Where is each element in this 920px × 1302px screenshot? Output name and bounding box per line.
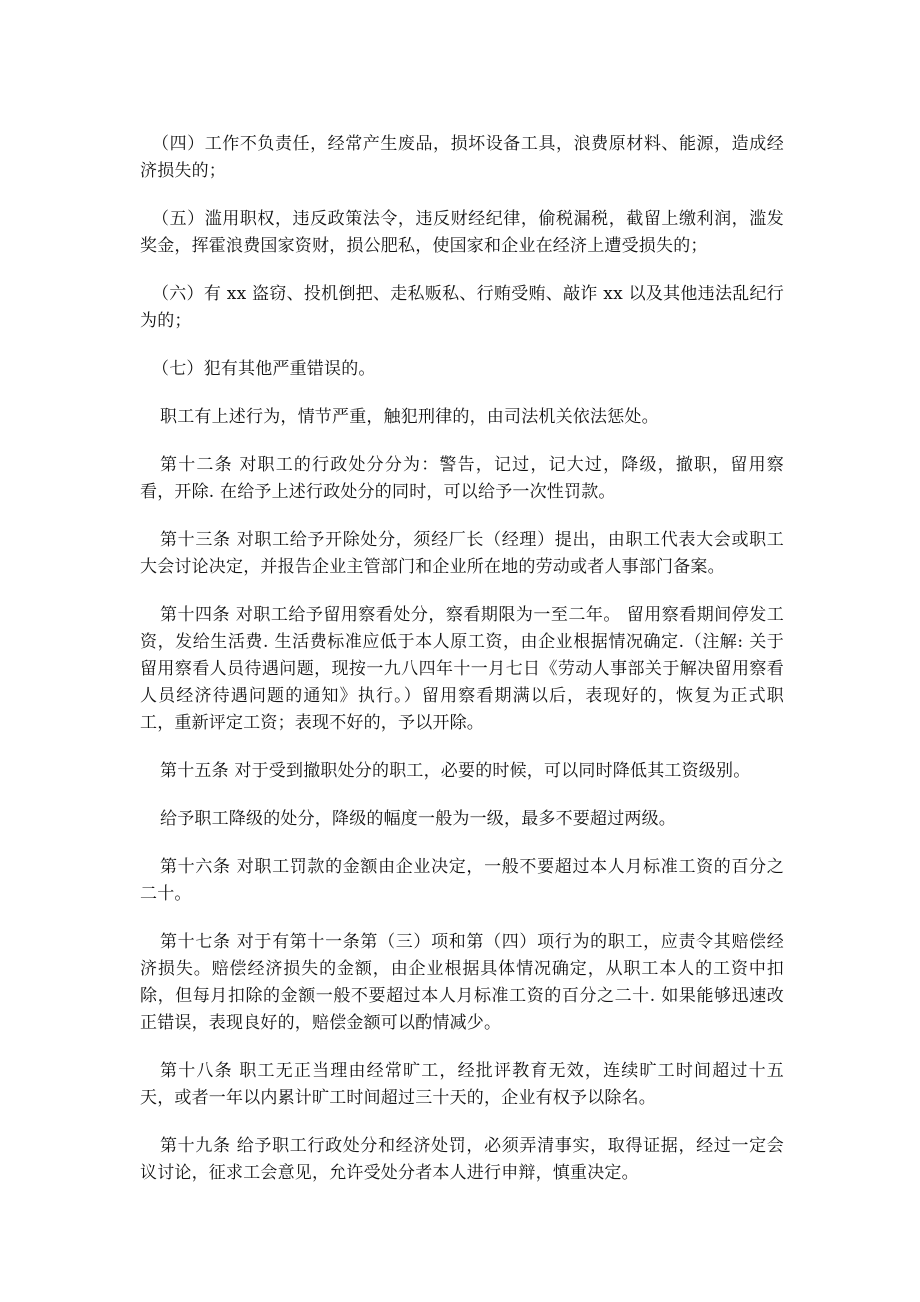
paragraph-article-15: 第十五条 对于受到撤职处分的职工，必要的时候，可以同时降低其工资级别。 [160,761,751,781]
paragraph-clause-5: （五）滥用职权，违反政策法令，违反财经纪律，偷税漏税，截留上缴利润，滥发奖金，挥霍浪费国家资财，损公肥私，使国家和企业在经济上遭受损失的； [140,209,784,256]
paragraph-clause-4: （四）工作不负责任，经常产生废品，损坏设备工具，浪费原材料、能源，造成经济损失的； [140,134,784,181]
paragraph-article-18: 第十八条 职工无正当理由经常旷工，经批评教育无效，连续旷工时间超过十五天，或者一年以内累计旷工时间超过三十天的，企业有权予以除名。 [140,1061,784,1108]
paragraph-article-17: 第十七条 对于有第十一条第（三）项和第（四）项行为的职工，应责令其赔偿经济损失。赔偿经济损失的金额，由企业根据具体情况确定，从职工本人的工资中扣除，但每月扣除的金额一般不要超过本人月标准工资的百分之二十. 如果能够迅速改正错误，表现良好的，赔偿金额可以酌情减少。 [140,932,784,1033]
paragraph-demotion-note: 给予职工降级的处分，降级的幅度一般为一级，最多不要超过两级。 [160,809,676,829]
paragraph-article-19: 第十九条 给予职工行政处分和经济处罚，必须弄清事实，取得证据，经过一定会议讨论，征求工会意见，允许受处分者本人进行申辩，慎重决定。 [140,1136,784,1183]
paragraph-article-14: 第十四条 对职工给予留用察看处分，察看期限为一至二年。 留用察看期间停发工资，发给生活费. 生活费标准应低于本人原工资，由企业根据情况确定.（注解: 关于留用察看人员待遇问题，现按一九八四年十一月七日《劳动人事部关于解决留用察看人员经济待遇问题的通知》执行。）留用察看期满以后，表现好的，恢复为正式职工，重新评定工资；表现不好的，予以开除。 [140,605,784,733]
paragraph-clause-7: （七）犯有其他严重错误的。 [152,359,376,379]
paragraph-clause-6: （六）有 xx 盗窃、投机倒把、走私贩私、行贿受贿、敲诈 xx 以及其他违法乱纪行为的； [140,284,784,331]
paragraph-article-13: 第十三条 对职工给予开除处分，须经厂长（经理）提出，由职工代表大会或职工大会讨论决定，并报告企业主管部门和企业所在地的劳动或者人事部门备案。 [140,530,784,577]
paragraph-article-12: 第十二条 对职工的行政处分分为：警告，记过，记大过，降级，撤职，留用察看，开除. 在给予上述行政处分的同时，可以给予一次性罚款。 [140,455,784,502]
paragraph-article-16: 第十六条 对职工罚款的金额由企业决定，一般不要超过本人月标准工资的百分之二十。 [140,857,784,904]
document-body [140,131,784,1208]
paragraph-criminal-note: 职工有上述行为，情节严重，触犯刑律的，由司法机关依法惩处。 [160,407,659,427]
